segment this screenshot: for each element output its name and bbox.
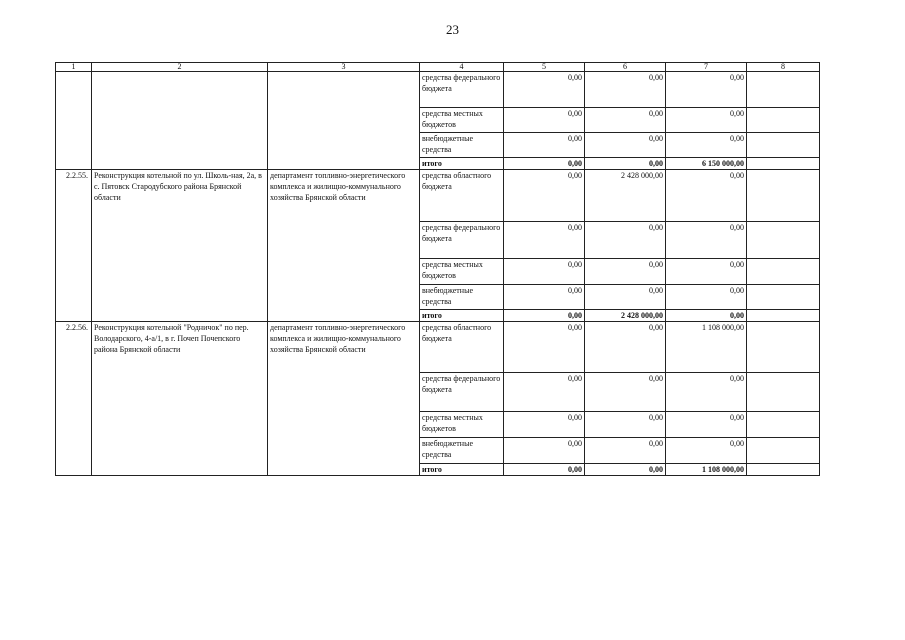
value-cell: 0,00 — [504, 373, 585, 412]
value-cell: 0,00 — [585, 464, 666, 476]
value-cell: 0,00 — [585, 322, 666, 373]
value-cell: 0,00 — [504, 259, 585, 285]
funding-source: средства местных бюджетов — [420, 412, 504, 438]
value-cell: 0,00 — [504, 108, 585, 133]
value-cell: 0,00 — [504, 322, 585, 373]
value-cell: 0,00 — [504, 133, 585, 158]
column-header: 1 — [56, 63, 92, 72]
item-name-cell — [92, 72, 268, 170]
table-row — [56, 72, 820, 108]
value-cell: 0,00 — [585, 108, 666, 133]
funding-source: внебюджетные средства — [420, 285, 504, 310]
value-cell: 0,00 — [666, 438, 747, 464]
value-cell: 0,00 — [585, 412, 666, 438]
item-number-cell — [56, 72, 92, 170]
value-cell: 0,00 — [504, 222, 585, 259]
value-cell: 0,00 — [666, 222, 747, 259]
funding-source: средства местных бюджетов — [420, 108, 504, 133]
value-cell: 1 108 000,00 — [666, 322, 747, 373]
value-cell: 1 108 000,00 — [666, 464, 747, 476]
funding-source: итого — [420, 310, 504, 322]
value-cell: 0,00 — [666, 170, 747, 222]
value-cell: 0,00 — [666, 310, 747, 322]
value-cell: 0,00 — [504, 285, 585, 310]
column-header: 4 — [420, 63, 504, 72]
empty-cell — [747, 108, 820, 133]
empty-cell — [747, 158, 820, 170]
funding-source: средства областного бюджета — [420, 322, 504, 373]
value-cell: 0,00 — [504, 158, 585, 170]
value-cell: 0,00 — [585, 72, 666, 108]
value-cell: 2 428 000,00 — [585, 170, 666, 222]
value-cell: 0,00 — [666, 72, 747, 108]
empty-cell — [747, 310, 820, 322]
empty-cell — [747, 133, 820, 158]
empty-cell — [747, 438, 820, 464]
funding-source: итого — [420, 158, 504, 170]
item-number-cell: 2.2.55. — [56, 170, 92, 322]
empty-cell — [747, 259, 820, 285]
funding-source: внебюджетные средства — [420, 438, 504, 464]
value-cell: 0,00 — [666, 285, 747, 310]
value-cell: 0,00 — [504, 170, 585, 222]
value-cell: 0,00 — [666, 373, 747, 412]
column-header: 8 — [747, 63, 820, 72]
value-cell: 0,00 — [666, 259, 747, 285]
value-cell: 0,00 — [504, 464, 585, 476]
item-executor-cell: департамент топливно-энергетического комплекса и жилищно-коммунального хозяйства Брянской области — [268, 322, 420, 476]
item-number-cell: 2.2.56. — [56, 322, 92, 476]
funding-source: средства областного бюджета — [420, 170, 504, 222]
budget-table — [55, 62, 820, 476]
column-header: 3 — [268, 63, 420, 72]
empty-cell — [747, 322, 820, 373]
value-cell: 0,00 — [585, 285, 666, 310]
table-row — [56, 170, 820, 222]
column-header: 7 — [666, 63, 747, 72]
value-cell: 0,00 — [585, 222, 666, 259]
value-cell: 0,00 — [585, 438, 666, 464]
item-executor-cell: департамент топливно-энергетического комплекса и жилищно-коммунального хозяйства Брянской области — [268, 170, 420, 322]
value-cell: 0,00 — [585, 133, 666, 158]
value-cell: 0,00 — [504, 412, 585, 438]
value-cell: 6 150 000,00 — [666, 158, 747, 170]
column-number-row — [56, 63, 820, 72]
empty-cell — [747, 373, 820, 412]
page-number: 23 — [446, 22, 459, 37]
empty-cell — [747, 464, 820, 476]
value-cell: 0,00 — [666, 108, 747, 133]
value-cell: 0,00 — [504, 438, 585, 464]
funding-source: итого — [420, 464, 504, 476]
value-cell: 0,00 — [504, 310, 585, 322]
empty-cell — [747, 222, 820, 259]
column-header: 6 — [585, 63, 666, 72]
funding-source: средства федерального бюджета — [420, 222, 504, 259]
item-name-cell: Реконструкция котельной "Родничок" по пер. Володарского, 4-а/1, в г. Почеп Почепского района Брянской области — [92, 322, 268, 476]
value-cell: 0,00 — [666, 412, 747, 438]
table-row — [56, 322, 820, 373]
value-cell: 0,00 — [504, 72, 585, 108]
funding-source: средства местных бюджетов — [420, 259, 504, 285]
value-cell: 0,00 — [585, 373, 666, 412]
item-executor-cell — [268, 72, 420, 170]
funding-source: средства федерального бюджета — [420, 72, 504, 108]
funding-source: внебюджетные средства — [420, 133, 504, 158]
empty-cell — [747, 285, 820, 310]
empty-cell — [747, 412, 820, 438]
value-cell: 0,00 — [585, 158, 666, 170]
item-name-cell: Реконструкция котельной по ул. Школь-ная, 2а, в с. Пятовск Стародубского района Брянской области — [92, 170, 268, 322]
value-cell: 0,00 — [585, 259, 666, 285]
column-header: 2 — [92, 63, 268, 72]
value-cell: 0,00 — [666, 133, 747, 158]
column-header: 5 — [504, 63, 585, 72]
funding-source: средства федерального бюджета — [420, 373, 504, 412]
value-cell: 2 428 000,00 — [585, 310, 666, 322]
empty-cell — [747, 170, 820, 222]
empty-cell — [747, 72, 820, 108]
